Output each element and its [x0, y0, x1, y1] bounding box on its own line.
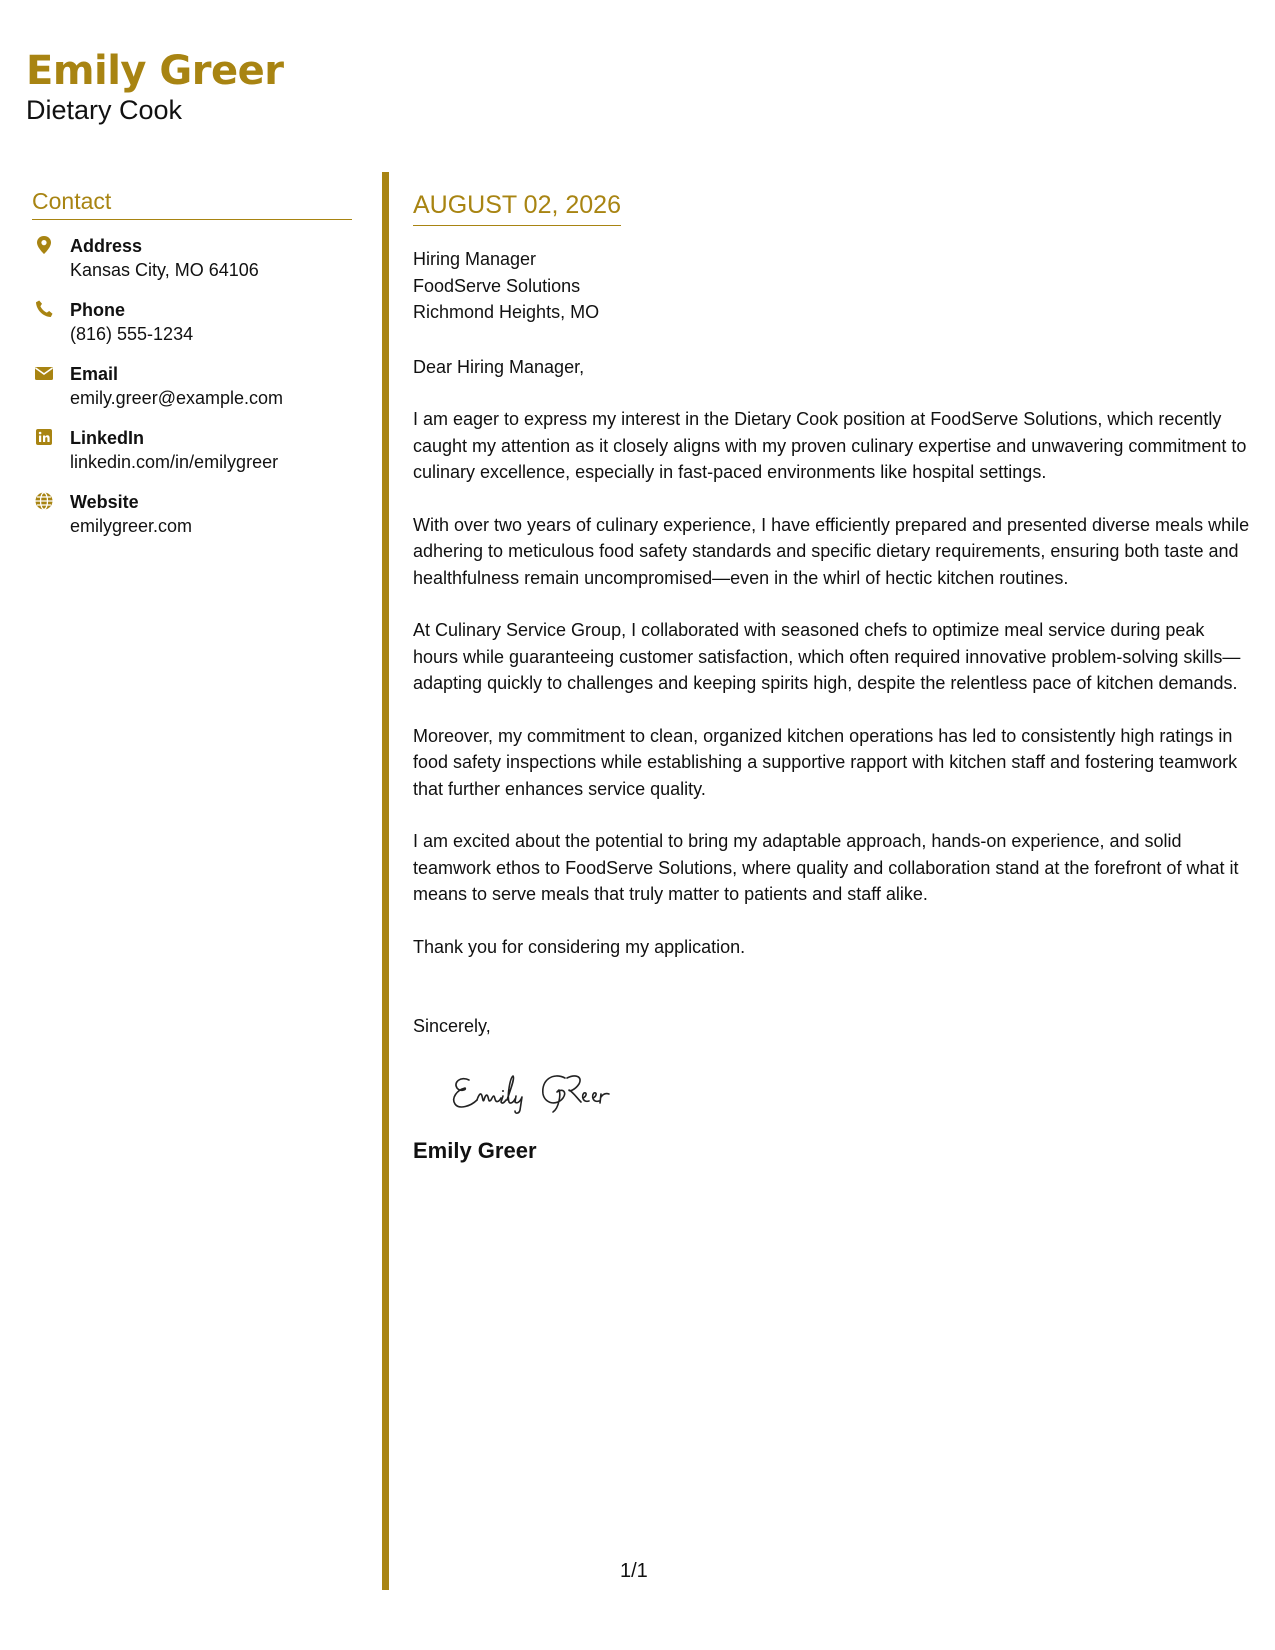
- recipient-location: Richmond Heights, MO: [413, 302, 600, 322]
- handwritten-signature: [447, 1066, 1253, 1118]
- paragraph: Moreover, my commitment to clean, organized kitchen operations has led to consistently high ratings in food safety inspections while establishing a supportive rapport with kitchen staff and fostering teamwork that further enhances service quality.: [413, 725, 1238, 799]
- contact-heading: Contact: [32, 188, 352, 220]
- envelope-icon: [34, 363, 54, 383]
- page-number: 1/1: [620, 1560, 648, 1582]
- paragraph: With over two years of culinary experience, I have efficiently prepared and presented diverse meals while adhering to meticulous food safety standards and specific dietary requirements, ensuring both taste and healthfulness remain uncompromised—even in the whirl of hectic kitchen routines.: [413, 514, 1250, 588]
- recipient-name: Hiring Manager: [413, 249, 537, 269]
- closing: Sincerely,: [413, 1016, 491, 1036]
- letter-date: AUGUST 02, 2026: [413, 190, 621, 226]
- job-title: Dietary Cook: [26, 95, 183, 125]
- letter-header: [26, 48, 283, 126]
- contact-label: LinkedIn: [70, 428, 145, 448]
- linkedin-value: linkedin.com/in/emilygreer: [70, 452, 279, 472]
- map-pin-icon: [34, 235, 54, 255]
- phone-icon: [34, 299, 54, 319]
- contact-item-address: [32, 234, 352, 282]
- recipient-company: FoodServe Solutions: [413, 275, 581, 296]
- email-value: emily.greer@example.com: [70, 388, 284, 408]
- contact-item-website: [32, 490, 352, 538]
- contact-item-phone: [32, 298, 352, 346]
- address-value: Kansas City, MO 64106: [70, 260, 259, 280]
- contact-item-email: [32, 362, 352, 410]
- applicant-name: Emily Greer: [26, 48, 284, 94]
- paragraph: I am eager to express my interest in the Dietary Cook position at FoodServe Solutions, which recently caught my attention as it closely aligns with my proven culinary expertise and unwavering commitment to culinary excellence, especially in fast-paced environments like hospital settings.: [413, 409, 1247, 482]
- paragraph: At Culinary Service Group, I collaborated with seasoned chefs to optimize meal service during peak hours while guaranteeing customer satisfaction, which often required innovative problem-solving skills—adapting quickly to challenges and keeping spirits high, despite the relentless pace of kitchen demands.: [413, 620, 1241, 693]
- contact-list: [32, 234, 352, 538]
- salutation: Dear Hiring Manager,: [413, 356, 585, 377]
- vertical-divider: [382, 172, 389, 1590]
- contact-label: Email: [70, 364, 119, 384]
- phone-value: (816) 555-1234: [70, 324, 194, 344]
- website-value: emilygreer.com: [70, 516, 193, 536]
- contact-sidebar: [32, 188, 352, 554]
- recipient-block: [413, 246, 1253, 326]
- contact-label: Address: [70, 236, 143, 256]
- letter-body: [413, 190, 1253, 1164]
- paragraph: I am excited about the potential to bring my adaptable approach, hands-on experience, and solid teamwork ethos to FoodServe Solutions, where quality and collaboration stand at the forefront of what it means to serve meals that truly matter to patients and staff alike.: [413, 831, 1239, 904]
- linkedin-icon: [34, 427, 54, 447]
- signer-name: Emily Greer: [413, 1137, 537, 1163]
- signature-image: [447, 1066, 647, 1116]
- contact-label: Website: [70, 492, 139, 512]
- contact-label: Phone: [70, 300, 126, 320]
- paragraph: Thank you for considering my application.: [413, 936, 746, 957]
- globe-icon: [34, 491, 54, 511]
- contact-item-linkedin: [32, 426, 352, 474]
